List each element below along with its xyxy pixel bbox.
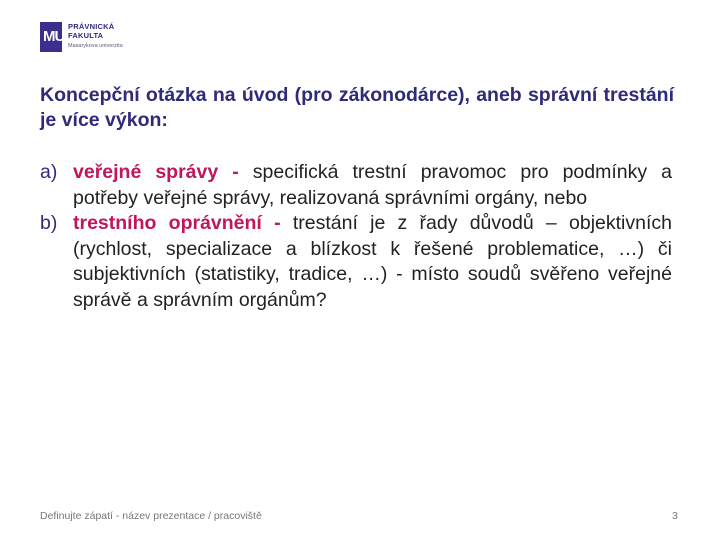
footer-text: Definujte zápatí - název prezentace / pracoviště bbox=[40, 510, 262, 522]
faculty-logo bbox=[40, 22, 123, 52]
logo-mark-text: MU bbox=[43, 28, 65, 45]
logo-text bbox=[68, 22, 123, 51]
list-item-b bbox=[40, 211, 672, 313]
slide-title: Koncepční otázka na úvod (pro zákonodárce), aneb správní trestání je více výkon: bbox=[40, 84, 674, 131]
page-number: 3 bbox=[672, 510, 678, 522]
list-item-text bbox=[73, 160, 672, 211]
item-description: trestání je z řady důvodů – objektivních (rychlost, specializace a blízkost k řešené problematice, …) či subjektivních (statistiky, tradice, …) - místo soudů svěřeno veřejné správě a správním orgánům? bbox=[73, 212, 672, 311]
logo-line-2: FAKULTA bbox=[68, 31, 104, 40]
list-item-a bbox=[40, 160, 672, 211]
highlighted-term: trestního oprávnění - bbox=[73, 212, 281, 234]
list-item-text bbox=[73, 211, 672, 313]
highlighted-term: veřejné správy - bbox=[73, 161, 239, 183]
list-marker: a) bbox=[40, 161, 58, 183]
logo-line-3: Masarykova univerzita bbox=[68, 43, 123, 49]
answer-list bbox=[40, 160, 672, 313]
list-marker: b) bbox=[40, 212, 58, 234]
university-logo-icon bbox=[40, 22, 65, 52]
logo-line-1: PRÁVNICKÁ bbox=[68, 22, 115, 31]
item-description: specifická trestní pravomoc pro podmínky a potřeby veřejné správy, realizovaná správními orgány, nebo bbox=[73, 161, 673, 209]
